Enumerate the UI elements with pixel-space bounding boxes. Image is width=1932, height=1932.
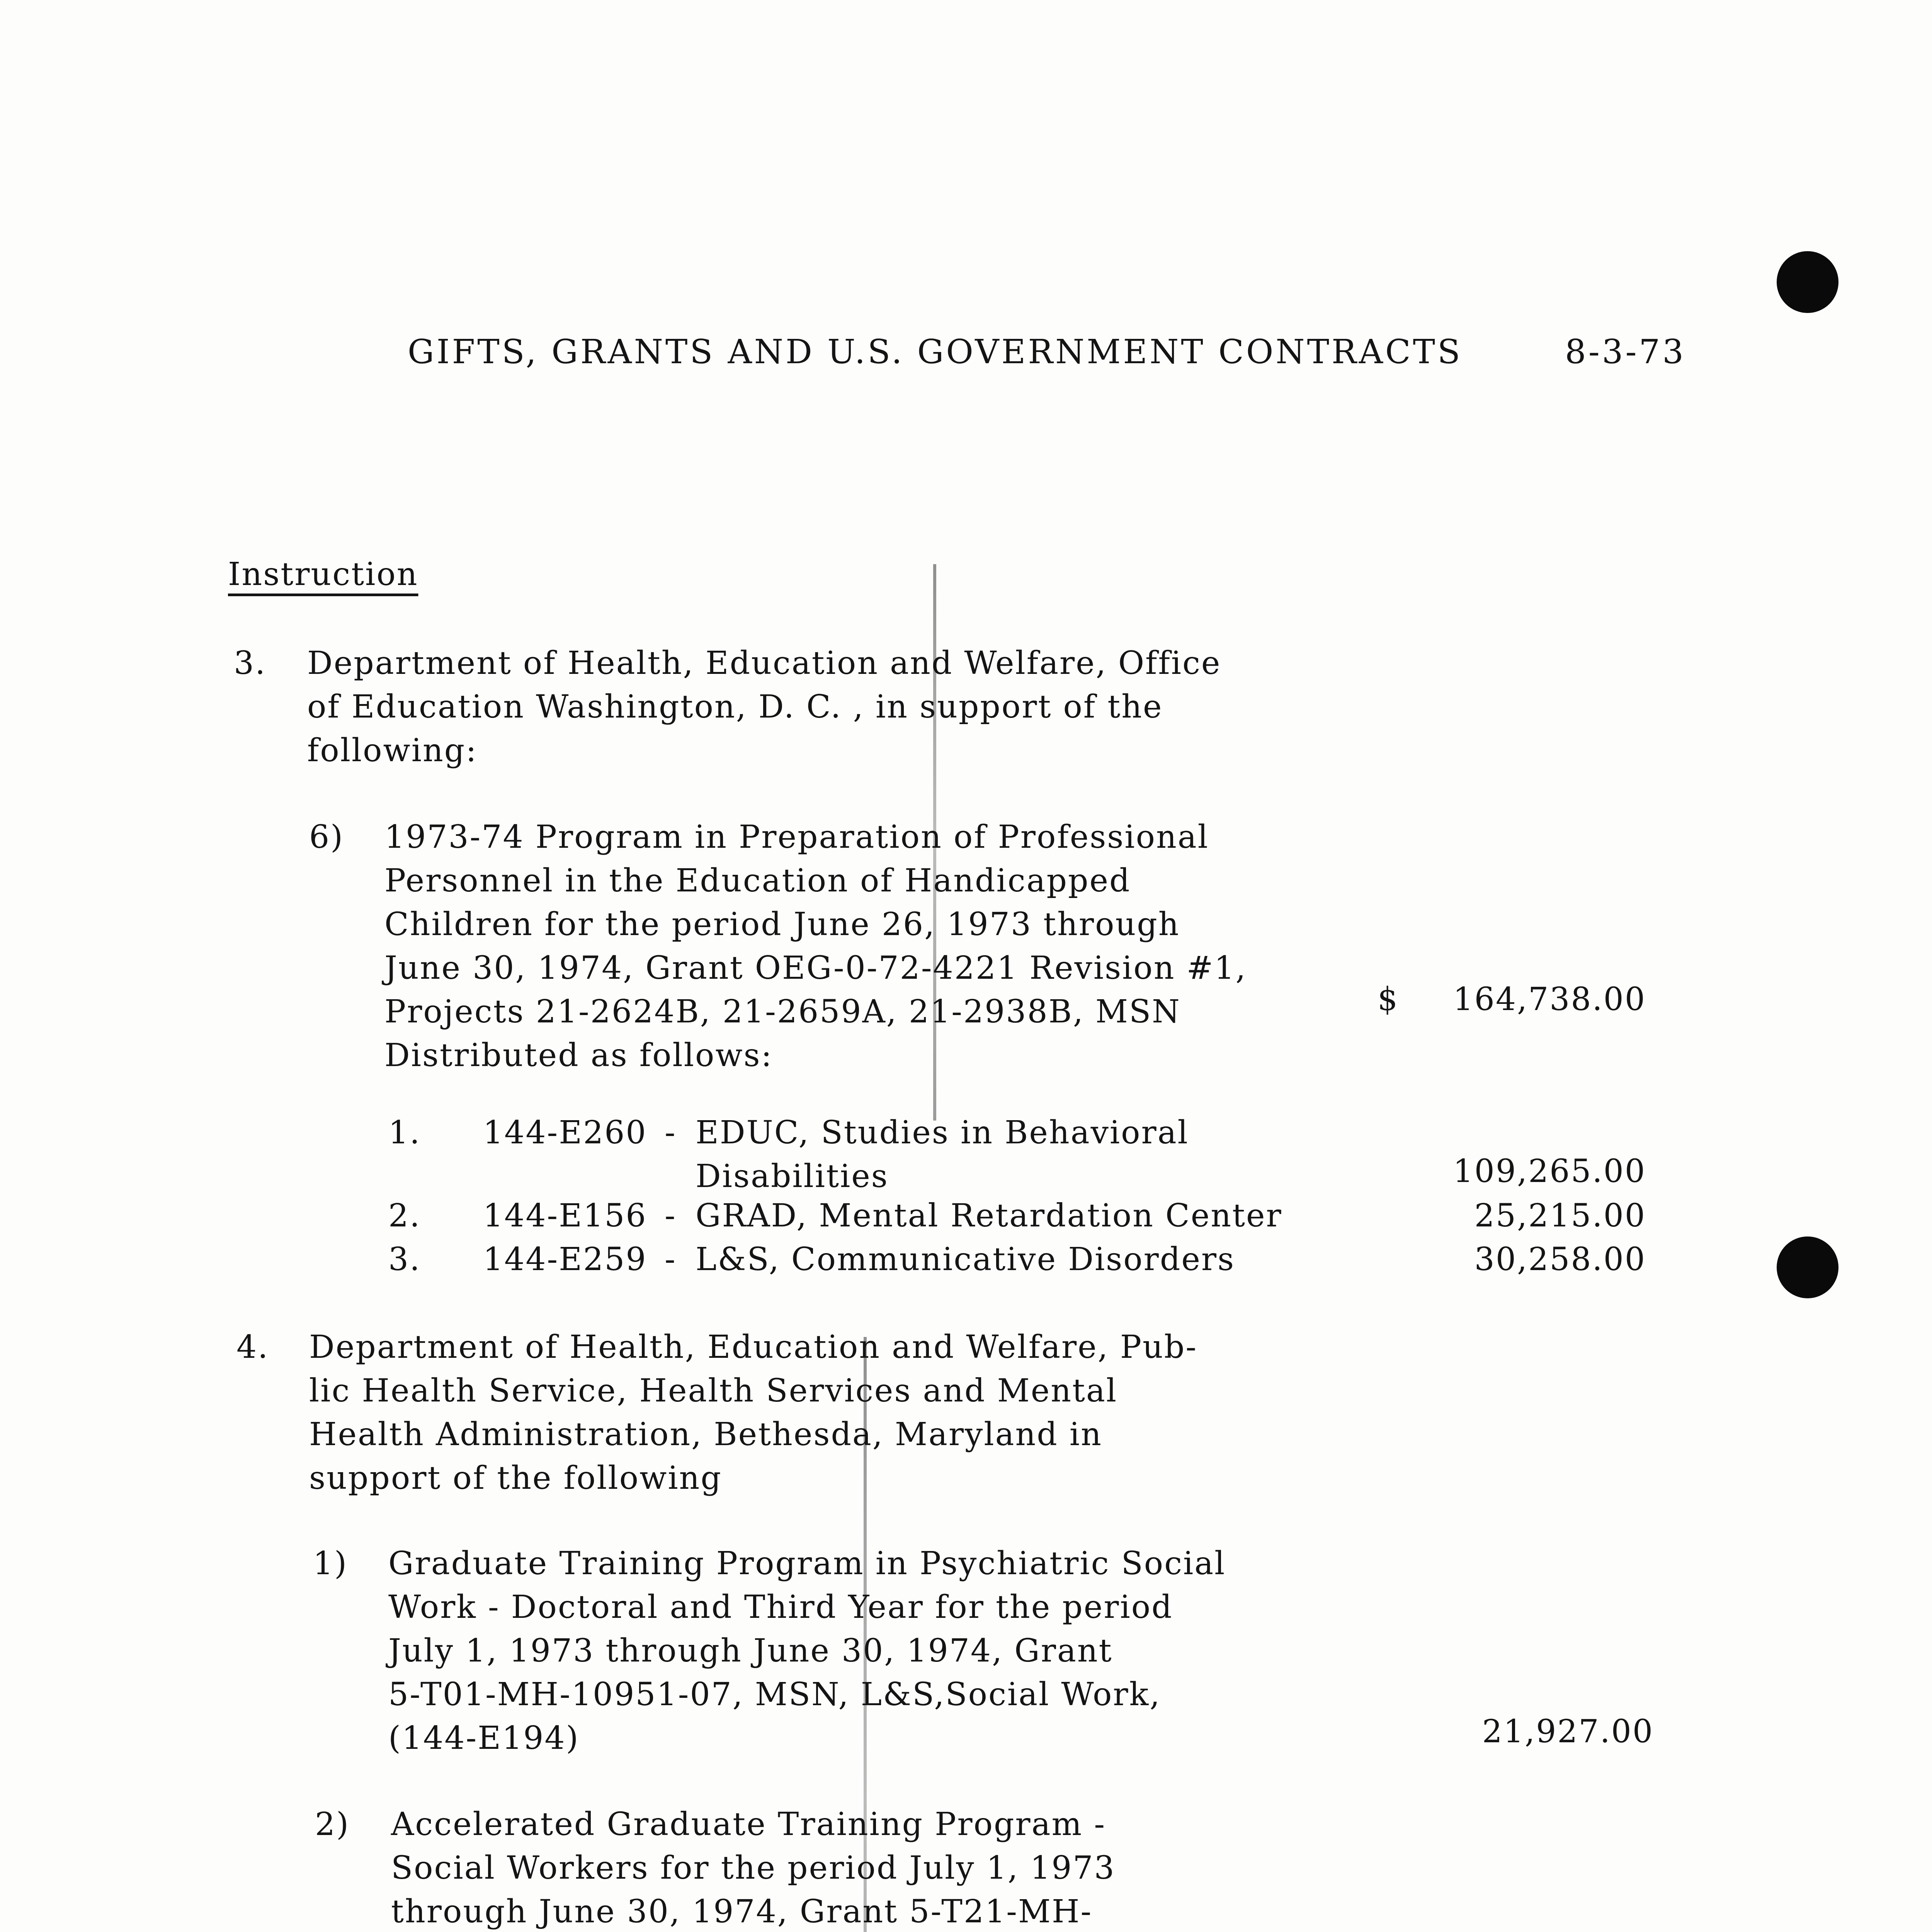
dist-code: 144-E156 (483, 1197, 647, 1234)
sub-item-2-line: through June 30, 1974, Grant 5-T21-MH- (391, 1893, 1093, 1930)
sub-item-1-line: July 1, 1973 through June 30, 1974, Grant (388, 1633, 1113, 1669)
dist-dash: - (665, 1197, 677, 1234)
item-3-number: 3. (234, 645, 267, 682)
dist-amount: 30,258.00 (1474, 1241, 1646, 1278)
sub-item-1-amount: 21,927.00 (1482, 1713, 1654, 1750)
sub-item-6-line: Children for the period June 26, 1973 through (384, 906, 1180, 943)
dist-number: 1. (388, 1114, 421, 1151)
currency-symbol: $ (1378, 981, 1399, 1018)
dist-code: 144-E260 (483, 1114, 647, 1151)
item-4-line: support of the following (309, 1460, 722, 1497)
dist-desc-cont: Disabilities (696, 1158, 889, 1195)
item-4-number: 4. (236, 1329, 269, 1366)
dist-code: 144-E259 (483, 1241, 647, 1278)
sub-item-6-line: June 30, 1974, Grant OEG-0-72-4221 Revision #1, (384, 950, 1247, 986)
item-3-line: of Education Washington, D. C. , in support of the (307, 689, 1163, 725)
item-4-line: lic Health Service, Health Services and Mental (309, 1372, 1118, 1409)
item-4-line: Health Administration, Bethesda, Maryland in (309, 1416, 1102, 1453)
sub-item-1-line: (144-E194) (388, 1720, 580, 1757)
amount-total: 164,738.00 (1453, 981, 1646, 1018)
sub-item-6-line: 1973-74 Program in Preparation of Professional (384, 819, 1209, 855)
dist-desc: GRAD, Mental Retardation Center (696, 1197, 1282, 1234)
dist-desc: EDUC, Studies in Behavioral (696, 1114, 1189, 1151)
punch-hole-top (1777, 251, 1838, 313)
item-4-line: Department of Health, Education and Welfare, Pub- (309, 1329, 1198, 1366)
dist-dash: - (665, 1114, 677, 1151)
section-heading: Instruction (228, 556, 418, 593)
dist-amount: 109,265.00 (1453, 1153, 1646, 1190)
dist-amount: 25,215.00 (1474, 1197, 1646, 1234)
punch-hole-middle (1777, 1236, 1838, 1298)
sub-item-1-line: Work - Doctoral and Third Year for the period (388, 1589, 1173, 1626)
sub-item-2-line: Social Workers for the period July 1, 1973 (391, 1850, 1116, 1886)
sub-item-6-line: Distributed as follows: (384, 1037, 773, 1074)
dist-number: 3. (388, 1241, 421, 1278)
sub-item-6-line: Projects 21-2624B, 21-2659A, 21-2938B, MSN (384, 993, 1181, 1030)
page-header-date: 8-3-73 (1565, 333, 1686, 371)
item-3-line: following: (307, 732, 478, 769)
item-3-line: Department of Health, Education and Welfare, Office (307, 645, 1221, 682)
sub-item-6-number: 6) (309, 819, 344, 855)
sub-item-2-number: 2) (315, 1806, 350, 1843)
dist-number: 2. (388, 1197, 421, 1234)
dist-desc: L&S, Communicative Disorders (696, 1241, 1235, 1278)
sub-item-2-line: Accelerated Graduate Training Program - (391, 1806, 1106, 1843)
sub-item-1-line: 5-T01-MH-10951-07, MSN, L&S,Social Work, (388, 1676, 1161, 1713)
sub-item-1-line: Graduate Training Program in Psychiatric Social (388, 1545, 1226, 1582)
dist-dash: - (665, 1241, 677, 1278)
sub-item-6-line: Personnel in the Education of Handicapped (384, 862, 1131, 899)
sub-item-1-number: 1) (313, 1545, 348, 1582)
page-header-title: GIFTS, GRANTS AND U.S. GOVERNMENT CONTRACTS (408, 333, 1463, 371)
